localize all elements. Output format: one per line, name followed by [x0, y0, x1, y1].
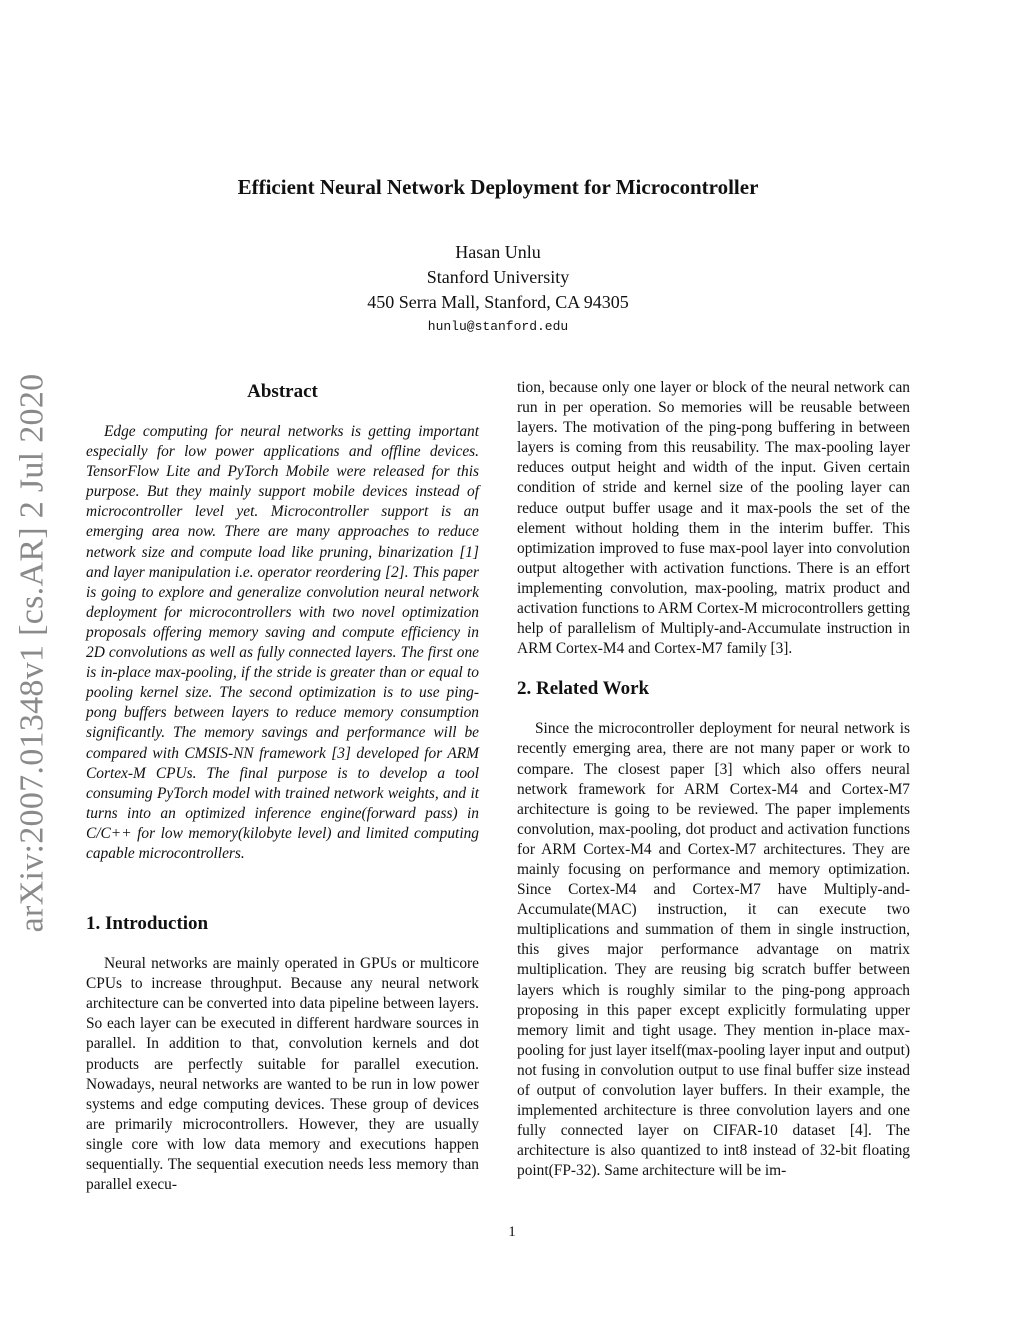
page-number: 1	[508, 1224, 516, 1240]
related-work-heading: 2. Related Work	[517, 678, 650, 700]
author-address: 450 Serra Mall, Stanford, CA 94305	[367, 292, 629, 312]
author-affiliation: Stanford University	[426, 267, 570, 287]
author-block	[200, 240, 796, 339]
paper-title: Efficient Neural Network Deployment for Microcontroller	[237, 175, 759, 199]
left-column	[86, 378, 479, 1195]
abstract-heading: Abstract	[247, 381, 318, 402]
right-column	[517, 378, 910, 1181]
introduction-paragraph-start: Neural networks are mainly operated in GPUs or multicore CPUs to increase throughput. Because any neural network architecture can be converted into data pipeline between layers. So each layer can be executed in different hardware sources in parallel. In addition to that, convolution kernels and dot products are perfectly suitable for parallel execution. Nowadays, neural networks are wanted to be run in low power systems and edge computing devices. These group of devices are primarily microcontrollers. However, they are usually single core with low data memory and executions happen sequentially. The sequential execution needs less memory than parallel execu-	[86, 955, 479, 1194]
arxiv-side-stamp	[12, 372, 52, 934]
arxiv-identifier: arXiv:2007.01348v1 [cs.AR] 2 Jul 2020	[13, 373, 50, 933]
author-name: Hasan Unlu	[455, 242, 541, 262]
introduction-heading: 1. Introduction	[86, 913, 209, 935]
related-work-paragraph: Since the microcontroller deployment for neural network is recently emerging area, there are not many paper or work to compare. The closest paper [3] which also offers neural network framework for ARM Cortex-M4 and Cortex-M7 architecture is going to be reviewed. The paper implements convolution, max-pooling, dot product and activation functions for ARM Cortex-M4 and Cortex-M7 architectures. They are mainly focusing on performance and memory optimization. Since Cortex-M4 and Cortex-M7 have Multiply-and-Accumulate(MAC) instruction, it can execute two multiplications and summation of them in single instruction, this gives major performance advantage on matrix multiplication. They are reusing big scratch buffer between layers which is roughly similar to the ping-pong approach proposing in this paper except explicitly formulating upper memory limit and tight usage. They mention in-place max-pooling for just layer itself(max-pooling layer input and output) not fusing in convolution output to use final buffer size instead of output of convolution layer buffers. In their example, the implemented architecture is three convolution layers and one fully connected layer on CIFAR-10 dataset [4]. The architecture is also quantized to int8 instead of 32-bit floating point(FP-32). Same architecture will be im-	[517, 720, 910, 1180]
author-email: hunlu@stanford.edu	[427, 319, 569, 334]
abstract-body: Edge computing for neural networks is getting important especially for low power applications and offline devices. TensorFlow Lite and PyTorch Mobile were released for this purpose. But they mainly support mobile devices instead of microcontroller level yet. Microcontroller support is an emerging area now. There are many approaches to reduce network size and compute load like pruning, binarization [1] and layer manipulation i.e. operator reordering [2]. This paper is going to explore and generalize convolution neural network deployment for microcontrollers with two novel optimization proposals offering memory saving and compute efficiency in 2D convolutions as well as fully connected layers. The first one is in-place max-pooling, if the stride is greater than or equal to pooling kernel size. The second optimization is to use ping-pong buffers between layers to reduce memory consumption significantly. The memory savings and performance will be compared with CMSIS-NN framework [3] developed for ARM Cortex-M CPUs. The final purpose is to develop a tool consuming PyTorch model with trained network weights, and it turns into an optimized inference engine(forward pass) in C/C++ for low memory(kilobyte level) and limited computing capable microcontrollers.	[86, 423, 479, 862]
introduction-paragraph-continued: tion, because only one layer or block of the neural network can run in per operation. So memories will be reusable between layers. The motivation of the ping-pong buffering in between layers is coming from this reusability. The max-pooling layer reduces output height and width of the input. Given certain condition of stride and kernel size of the pooling layer can reduce output buffer usage and it max-pools the set of the element without holding them in the interim buffer. This optimization improved to fuse max-pool layer into convolution output altogether with activation functions. There is an effort implementing convolution, max-pooling, matrix product and activation functions to ARM Cortex-M microcontrollers getting help of parallelism of Multiply-and-Accumulate instruction in ARM Cortex-M4 and Cortex-M7 family [3].	[517, 379, 910, 658]
